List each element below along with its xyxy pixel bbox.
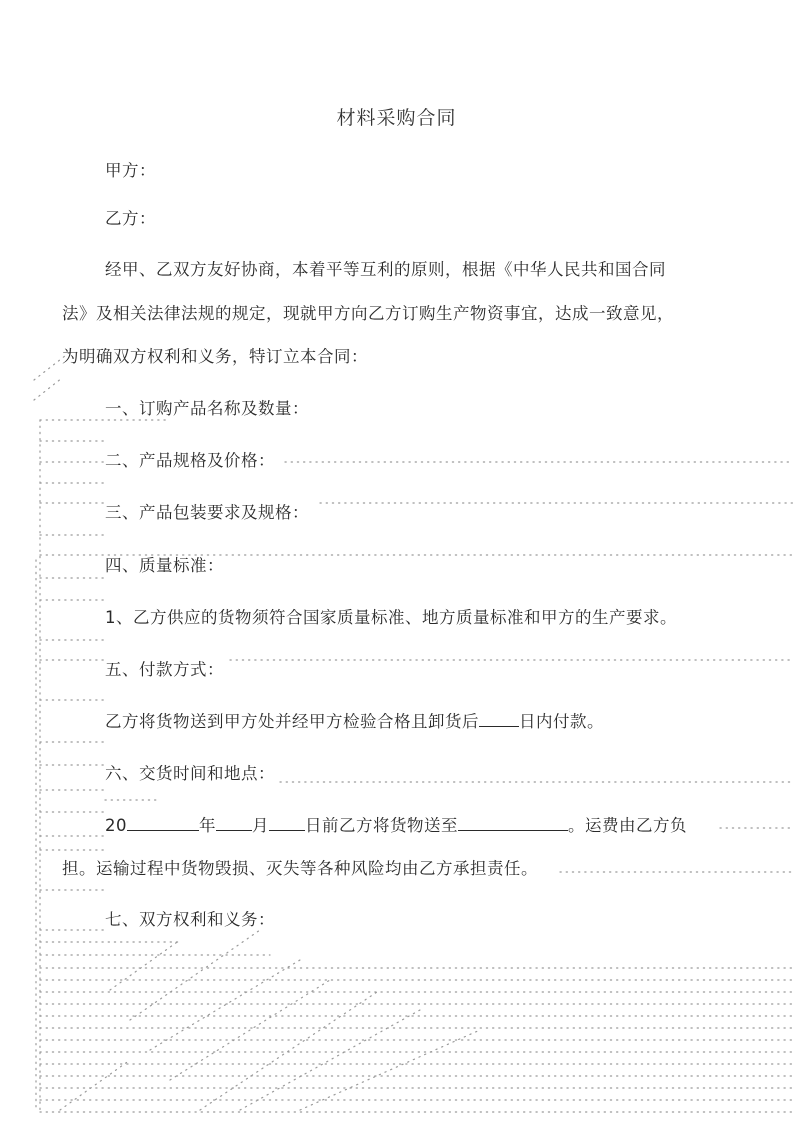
delivery-day-text: 日前乙方将货物送至 [305,816,458,835]
delivery-day-blank [269,816,305,831]
delivery-location-blank [458,816,568,831]
section-5-heading: 五、付款方式： [105,660,224,679]
intro-line-3: 为明确双方权利和义务，特订立本合同： [62,347,368,366]
intro-line-2: 法》及相关法律法规的规定，现就甲方向乙方订购生产物资事宜，达成一致意见， [62,304,674,323]
payment-days-blank [479,712,519,727]
section-3-heading: 三、产品包装要求及规格： [105,503,309,522]
delivery-year-prefix: 20 [105,816,127,835]
section-7-heading: 七、双方权利和义务： [105,910,275,929]
contract-title: 材料采购合同 [336,107,457,129]
payment-clause [105,711,793,733]
section-2-heading: 二、产品规格及价格： [105,451,275,470]
delivery-year-label: 年 [199,816,216,835]
delivery-end-text: 。运费由乙方负 [568,816,687,835]
delivery-clause-line-1 [105,815,793,837]
quality-clause-1: 1、乙方供应的货物须符合国家质量标准、地方质量标准和甲方的生产要求。 [105,608,677,627]
delivery-month-blank [216,816,252,831]
party-a-label: 甲方： [105,161,156,180]
payment-text-after: 日内付款。 [519,712,604,731]
section-4-heading: 四、质量标准： [105,556,224,575]
section-1-heading: 一、订购产品名称及数量： [105,399,309,418]
delivery-month-label: 月 [252,816,269,835]
payment-text-before: 乙方将货物送到甲方处并经甲方检验合格且卸货后 [105,712,479,731]
intro-line-1: 经甲、乙双方友好协商，本着平等互利的原则，根据《中华人民共和国合同 [105,260,666,279]
delivery-clause-line-2: 担。运输过程中货物毁损、灭失等各种风险均由乙方承担责任。 [62,859,538,878]
party-b-label: 乙方： [105,209,156,228]
delivery-year-blank [127,816,199,831]
section-6-heading: 六、交货时间和地点： [105,764,275,783]
